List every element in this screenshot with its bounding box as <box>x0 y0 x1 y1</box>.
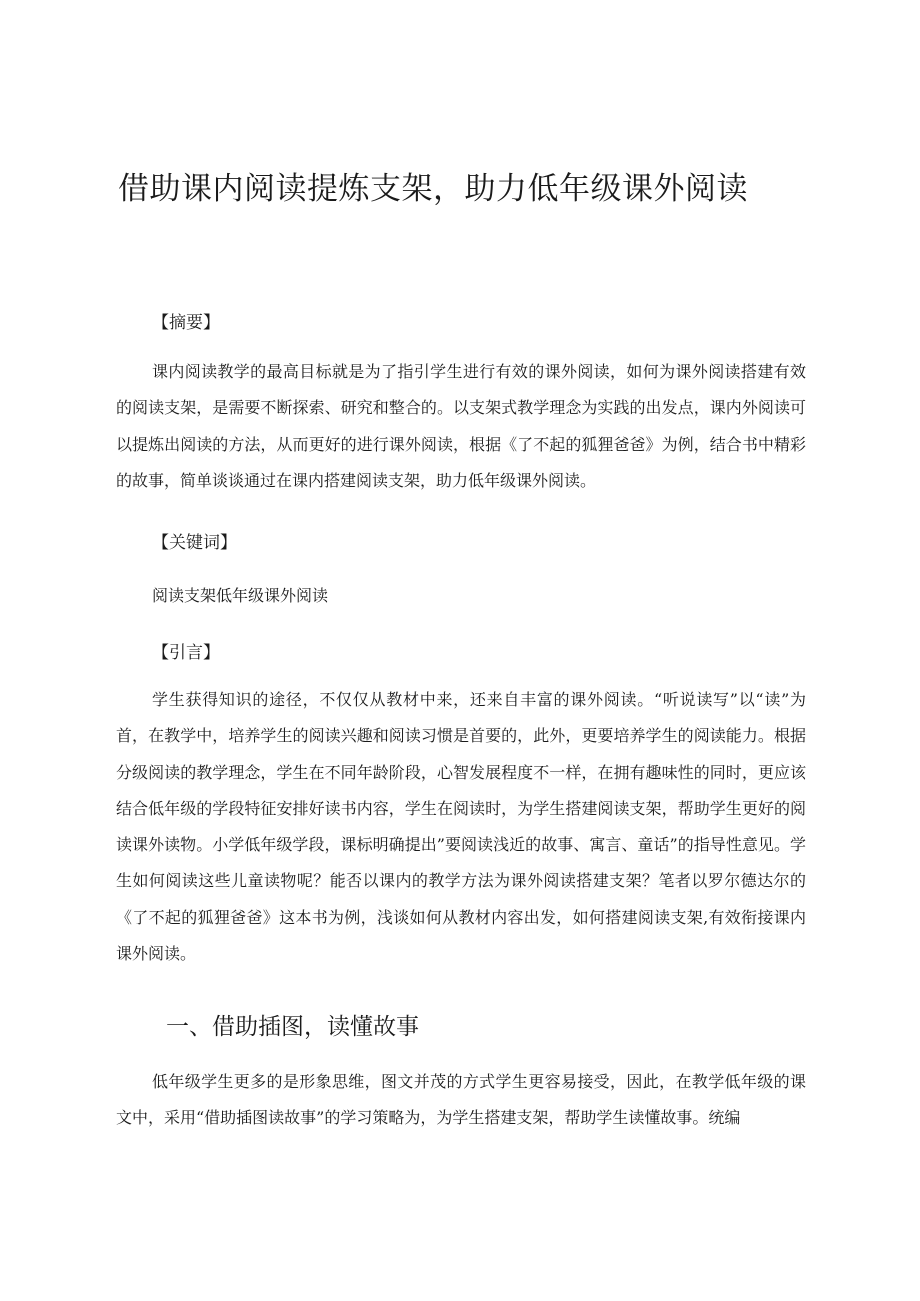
abstract-paragraph: 课内阅读教学的最高目标就是为了指引学生进行有效的课外阅读，如何为课外阅读搭建有效的阅读支架，是需要不断探索、研究和整合的。以支架式教学理念为实践的出发点，课内外阅读可以提炼出阅读的方法，从而更好的进行课外阅读，根据《了不起的狐狸爸爸》为例，结合书中精彩的故事，简单谈谈通过在课内搭建阅读支架，助力低年级课外阅读。 <box>116 362 806 490</box>
document-title: 借助课内阅读提炼支架，助力低年级课外阅读 <box>118 171 748 207</box>
section-paragraph: 低年级学生更多的是形象思维，图文并茂的方式学生更容易接受，因此，在教学低年级的课文中，采用“借助插图读故事”的学习策略为，为学生搭建支架，帮助学生读懂故事。统编 <box>116 1072 806 1128</box>
intro-label: 【引言】 <box>152 643 220 663</box>
abstract-label: 【摘要】 <box>152 313 220 333</box>
section-heading: 一、借助插图，读懂故事 <box>166 1014 419 1040</box>
keywords-label: 【关键词】 <box>152 533 237 553</box>
intro-paragraph: 学生获得知识的途径，不仅仅从教材中来，还来自丰富的课外阅读。“听说读写”以“读”为首，在教学中，培养学生的阅读兴趣和阅读习惯是首要的，此外，更要培养学生的阅读能力。根据分级阅读的教学理念，学生在不同年龄阶段，心智发展程度不一样，在拥有趣味性的同时，更应该结合低年级的学段特征安排好读书内容，学生在阅读时，为学生搭建阅读支架，帮助学生更好的阅读课外读物。小学低年级学段，课标明确提出”要阅读浅近的故事、寓言、童话”的指导性意见。学生如何阅读这些儿童读物呢？能否以课内的教学方法为课外阅读搭建支架？笔者以罗尔德达尔的《了不起的狐狸爸爸》这本书为例，浅谈如何从教材内容出发，如何搭建阅读支架,有效衔接课内课外阅读。 <box>116 690 806 964</box>
keywords-text: 阅读支架低年级课外阅读 <box>152 586 329 605</box>
